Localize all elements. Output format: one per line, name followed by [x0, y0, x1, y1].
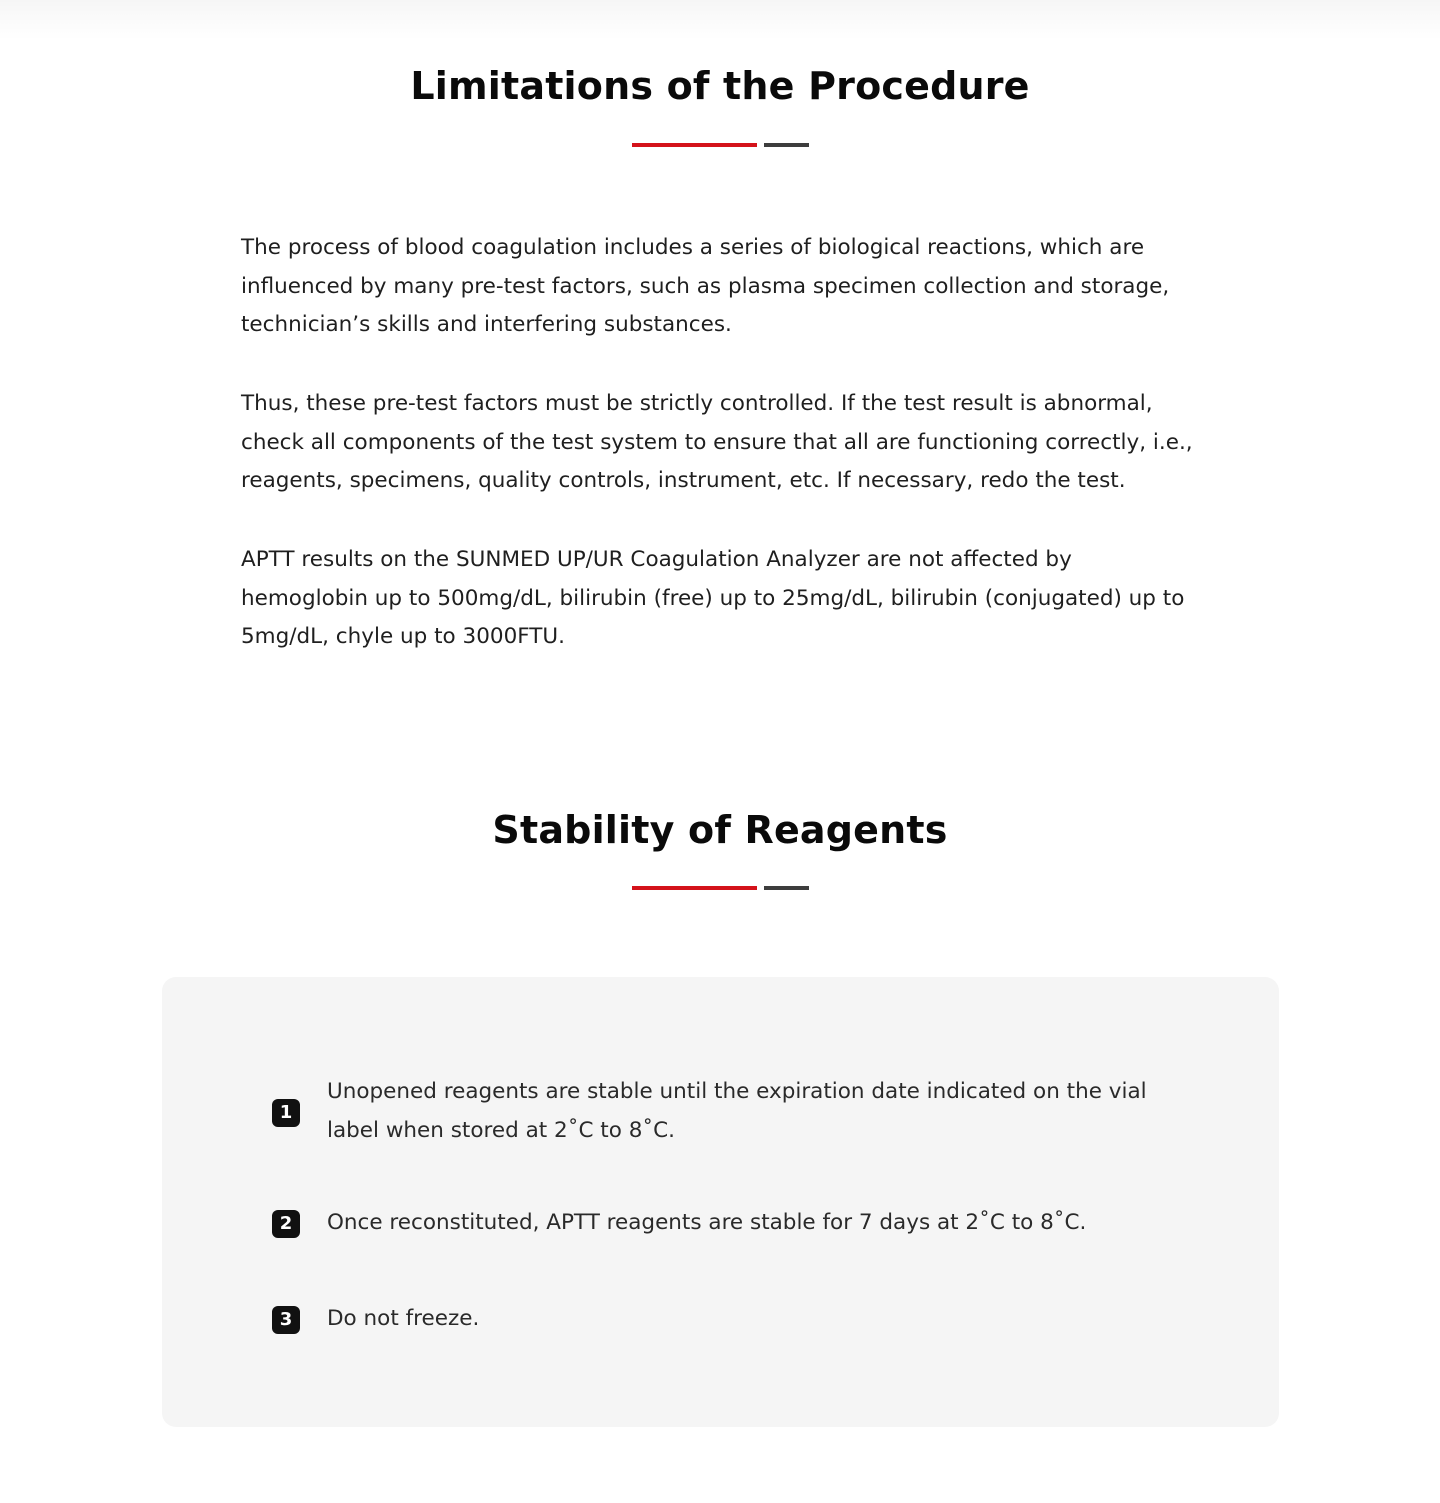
divider-red-bar [632, 143, 757, 147]
limitations-paragraph-3: APTT results on the SUNMED UP/UR Coagulation Analyzer are not affected by hemoglobin up to 500mg/dL, bilirubin (free) up to 25mg/dL, bilirubin (conjugated) up to 5mg/dL, chyle up to 3000FTU. [241, 547, 1185, 650]
stability-divider [632, 886, 809, 890]
stability-title: Stability of Reagents [492, 808, 948, 852]
stability-panel [162, 977, 1279, 1427]
divider-dark-bar [764, 886, 809, 890]
limitations-paragraph-1: The process of blood coagulation includes a series of biological reactions, which are influenced by many pre-test factors, such as plasma specimen collection and storage, technician’s skills and interfering substances. [241, 235, 1170, 338]
stability-item-text: Do not freeze. [327, 1306, 480, 1331]
stability-item [272, 1073, 1192, 1153]
number-badge-1: 1 [272, 1099, 300, 1127]
stability-item-text: Once reconstituted, APTT reagents are stable for 7 days at 2˚C to 8˚C. [327, 1210, 1087, 1235]
stability-item-text: Unopened reagents are stable until the expiration date indicated on the vial label when stored at 2˚C to 8˚C. [327, 1079, 1147, 1143]
stability-item [272, 1300, 1192, 1340]
divider-dark-bar [764, 143, 809, 147]
top-shadow [0, 0, 1440, 40]
stability-item [272, 1204, 1192, 1244]
limitations-title: Limitations of the Procedure [410, 64, 1030, 108]
limitations-paragraph-2: Thus, these pre-test factors must be strictly controlled. If the test result is abnormal, check all components of the test system to ensure that all are functioning correctly, i.e., reagents, specimens, quality controls, instrument, etc. If necessary, redo the test. [241, 391, 1193, 494]
divider-red-bar [632, 886, 757, 890]
number-badge-3: 3 [272, 1306, 300, 1334]
number-badge-2: 2 [272, 1210, 300, 1238]
limitations-divider [632, 143, 809, 147]
